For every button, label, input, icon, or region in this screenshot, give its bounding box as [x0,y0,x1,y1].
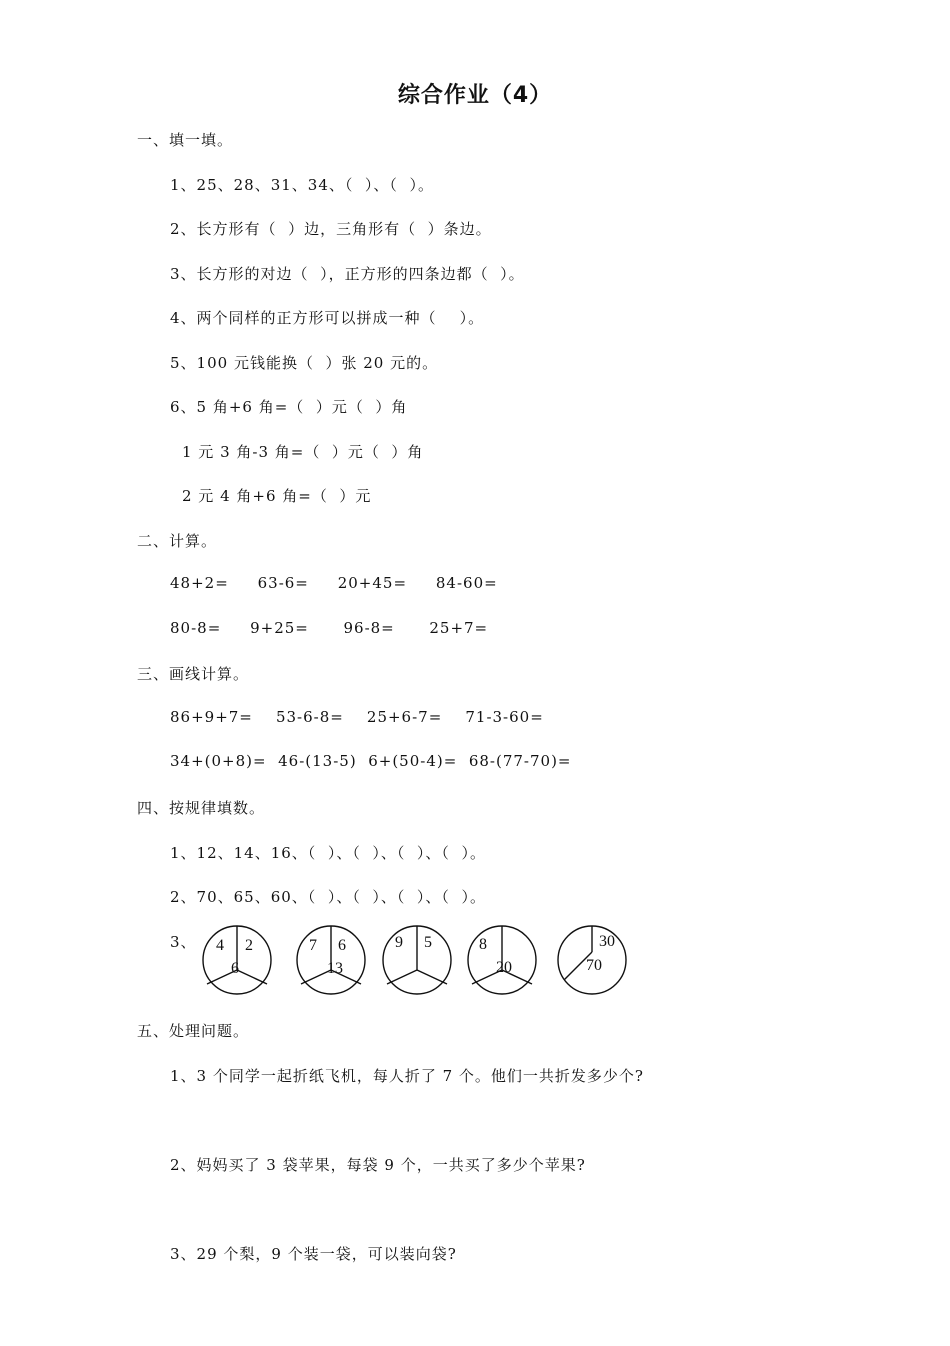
pattern-item-1: 1、12、14、16、（ ）、（ ）、（ ）、（ ）。 [170,844,486,862]
wheel-1-right: 2 [245,937,253,954]
wheel-2-bottom: 13 [327,960,343,977]
wheel-5-bottom: 70 [586,957,602,974]
fill-item-3: 3、长方形的对边（ ），正方形的四条边都（ ）。 [170,265,525,283]
section-heading-fill: 一、填一填。 [137,131,234,149]
number-wheel-1 [200,922,274,1002]
wheel-3-right: 5 [424,934,432,951]
fill-item-6c: 2 元 4 角+6 角=（ ）元 [182,487,372,505]
pattern-item-2: 2、70、65、60、（ ）、（ ）、（ ）、（ ）。 [170,888,486,906]
fill-item-2: 2、长方形有（ ）边，三角形有（ ）条边。 [170,220,492,238]
fill-item-1: 1、25、28、31、34、（ ）、（ ）。 [170,176,434,194]
wheel-4-left: 8 [479,936,487,953]
number-wheel-2 [294,922,368,1002]
fill-item-6: 6、5 角+6 角=（ ）元（ ）角 [170,398,408,416]
calc-row-1: 48+2= 63-6= 20+45= 84-60= [170,574,498,592]
pattern-item-3-label: 3、 [170,933,197,951]
wheel-2-left: 7 [309,937,317,954]
wheel-2-right: 6 [338,937,346,954]
page-title: 综合作业（4） [397,83,553,108]
number-wheel-4 [465,922,539,1002]
number-wheel-5 [555,922,629,1002]
wheel-5-right: 30 [599,933,615,950]
wheel-1-bottom: 6 [231,960,239,977]
number-wheel-3 [380,922,454,1002]
section-heading-pattern: 四、按规律填数。 [137,799,266,817]
wheel-3-left: 9 [395,934,403,951]
wheel-1-left: 4 [216,937,224,954]
wheel-4-bottom: 20 [496,959,512,976]
fill-item-6b: 1 元 3 角-3 角=（ ）元（ ）角 [182,443,424,461]
problem-1: 1、3 个同学一起折纸飞机，每人折了 7 个。他们一共折发多少个? [170,1067,644,1085]
line-calc-row-1: 86+9+7= 53-6-8= 25+6-7= 71-3-60= [170,708,544,726]
problem-2: 2、妈妈买了 3 袋苹果，每袋 9 个，一共买了多少个苹果? [170,1156,586,1174]
calc-row-2: 80-8= 9+25= 96-8= 25+7= [170,619,489,637]
fill-item-4: 4、两个同样的正方形可以拼成一种（ ）。 [170,309,485,327]
fill-item-5: 5、100 元钱能换（ ）张 20 元的。 [170,354,439,372]
section-heading-problems: 五、处理问题。 [137,1022,250,1040]
problem-3: 3、29 个梨，9 个装一袋，可以装向袋? [170,1245,457,1263]
line-calc-row-2: 34+(0+8)= 46-(13-5) 6+(50-4)= 68-(77-70)= [170,752,572,770]
section-heading-calc: 二、计算。 [137,532,218,550]
section-heading-line-calc: 三、画线计算。 [137,665,250,683]
